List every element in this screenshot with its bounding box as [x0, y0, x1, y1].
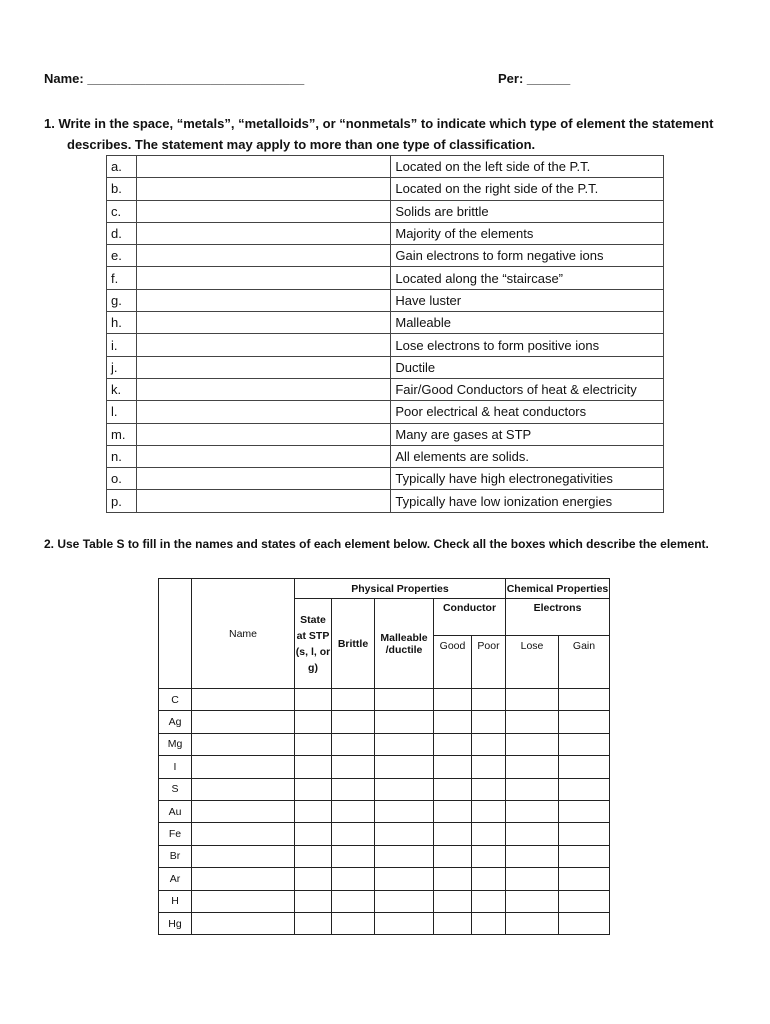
lose-electrons-box[interactable]: [506, 711, 559, 733]
gain-electrons-box[interactable]: [559, 823, 610, 845]
table-row: [159, 912, 610, 934]
name-input[interactable]: [192, 890, 295, 912]
good-conductor-box[interactable]: [434, 800, 472, 822]
element-symbol: Hg: [159, 912, 192, 934]
gain-electrons-box[interactable]: [559, 890, 610, 912]
element-symbol: Br: [159, 845, 192, 867]
state-input[interactable]: [295, 890, 332, 912]
good-conductor-box[interactable]: [434, 711, 472, 733]
lose-electrons-box[interactable]: [506, 756, 559, 778]
statement: All elements are solids.: [391, 445, 664, 467]
answer-blank[interactable]: [136, 178, 390, 200]
row-letter: h.: [107, 312, 137, 334]
row-letter: i.: [107, 334, 137, 356]
lose-header: Lose: [506, 636, 559, 689]
name-input[interactable]: [192, 823, 295, 845]
state-input[interactable]: [295, 868, 332, 890]
malleable-header: Malleable /ductile: [375, 599, 434, 689]
table-row: [159, 823, 610, 845]
row-letter: m.: [107, 423, 137, 445]
good-conductor-box[interactable]: [434, 689, 472, 711]
table-row: [159, 733, 610, 755]
table-row: [107, 445, 664, 467]
poor-conductor-box[interactable]: [472, 845, 506, 867]
answer-blank[interactable]: [136, 156, 390, 178]
period-field[interactable]: Per: ______: [498, 71, 571, 86]
table-row: [159, 778, 610, 800]
answer-blank[interactable]: [136, 289, 390, 311]
brittle-box[interactable]: [332, 912, 375, 934]
table-row: [159, 800, 610, 822]
poor-conductor-box[interactable]: [472, 823, 506, 845]
row-letter: c.: [107, 200, 137, 222]
element-symbol: H: [159, 890, 192, 912]
brittle-box[interactable]: [332, 711, 375, 733]
brittle-box[interactable]: [332, 823, 375, 845]
table-row: [107, 312, 664, 334]
lose-electrons-box[interactable]: [506, 689, 559, 711]
good-conductor-box[interactable]: [434, 845, 472, 867]
state-input[interactable]: [295, 711, 332, 733]
malleable-box[interactable]: [375, 868, 434, 890]
brittle-header: Brittle: [332, 599, 375, 689]
table-row: [107, 468, 664, 490]
good-conductor-box[interactable]: [434, 868, 472, 890]
answer-blank[interactable]: [136, 222, 390, 244]
lose-electrons-box[interactable]: [506, 890, 559, 912]
statement: Located along the “staircase”: [391, 267, 664, 289]
element-symbol: C: [159, 689, 192, 711]
row-letter: o.: [107, 468, 137, 490]
table-row: [107, 334, 664, 356]
statement: Typically have low ionization energies: [391, 490, 664, 512]
gain-electrons-box[interactable]: [559, 733, 610, 755]
answer-blank[interactable]: [136, 356, 390, 378]
malleable-box[interactable]: [375, 912, 434, 934]
element-symbol: S: [159, 778, 192, 800]
good-conductor-box[interactable]: [434, 778, 472, 800]
gain-electrons-box[interactable]: [559, 756, 610, 778]
malleable-box[interactable]: [375, 756, 434, 778]
row-letter: n.: [107, 445, 137, 467]
name-input[interactable]: [192, 845, 295, 867]
good-conductor-box[interactable]: [434, 733, 472, 755]
row-letter: f.: [107, 267, 137, 289]
gain-electrons-box[interactable]: [559, 800, 610, 822]
element-symbol: Fe: [159, 823, 192, 845]
worksheet-header: [44, 71, 734, 91]
table-row: [107, 222, 664, 244]
row-letter: a.: [107, 156, 137, 178]
statement: Poor electrical & heat conductors: [391, 401, 664, 423]
gain-electrons-box[interactable]: [559, 778, 610, 800]
table-row: [107, 200, 664, 222]
gain-electrons-box[interactable]: [559, 689, 610, 711]
state-header: State at STP (s, l, or g): [295, 599, 332, 689]
brittle-box[interactable]: [332, 733, 375, 755]
table-row: [159, 890, 610, 912]
answer-blank[interactable]: [136, 312, 390, 334]
statement: Located on the left side of the P.T.: [391, 156, 664, 178]
table-row: [159, 845, 610, 867]
answer-blank[interactable]: [136, 401, 390, 423]
table-row: [107, 245, 664, 267]
lose-electrons-box[interactable]: [506, 823, 559, 845]
element-properties-table: [158, 578, 610, 935]
poor-conductor-box[interactable]: [472, 711, 506, 733]
row-letter: g.: [107, 289, 137, 311]
table-row: [107, 289, 664, 311]
element-symbol: Au: [159, 800, 192, 822]
statement: Located on the right side of the P.T.: [391, 178, 664, 200]
malleable-box[interactable]: [375, 890, 434, 912]
physical-properties-header: Physical Properties: [295, 579, 506, 599]
answer-blank[interactable]: [136, 267, 390, 289]
table-row: [159, 756, 610, 778]
statement: Gain electrons to form negative ions: [391, 245, 664, 267]
statement: Malleable: [391, 312, 664, 334]
gain-electrons-box[interactable]: [559, 868, 610, 890]
row-letter: p.: [107, 490, 137, 512]
malleable-box[interactable]: [375, 689, 434, 711]
malleable-box[interactable]: [375, 823, 434, 845]
poor-conductor-box[interactable]: [472, 912, 506, 934]
statement: Have luster: [391, 289, 664, 311]
poor-conductor-box[interactable]: [472, 868, 506, 890]
answer-blank[interactable]: [136, 334, 390, 356]
name-input[interactable]: [192, 800, 295, 822]
statement: Ductile: [391, 356, 664, 378]
chemical-properties-header: Chemical Properties: [506, 579, 610, 599]
good-conductor-box[interactable]: [434, 823, 472, 845]
name-input[interactable]: [192, 912, 295, 934]
table-row: [107, 490, 664, 512]
answer-blank[interactable]: [136, 378, 390, 400]
element-symbol: Mg: [159, 733, 192, 755]
state-input[interactable]: [295, 845, 332, 867]
lose-electrons-box[interactable]: [506, 868, 559, 890]
table-row: [159, 868, 610, 890]
element-symbol: Ar: [159, 868, 192, 890]
state-input[interactable]: [295, 912, 332, 934]
poor-conductor-box[interactable]: [472, 689, 506, 711]
brittle-box[interactable]: [332, 845, 375, 867]
name-input[interactable]: [192, 868, 295, 890]
poor-conductor-box[interactable]: [472, 890, 506, 912]
table-row: [107, 156, 664, 178]
question-1-line-2: describes. The statement may apply to more than one type of classification.: [67, 137, 536, 152]
lose-electrons-box[interactable]: [506, 733, 559, 755]
name-input[interactable]: [192, 733, 295, 755]
malleable-box[interactable]: [375, 733, 434, 755]
poor-conductor-box[interactable]: [472, 756, 506, 778]
malleable-box[interactable]: [375, 800, 434, 822]
conductor-header: Conductor: [434, 599, 506, 636]
lose-electrons-box[interactable]: [506, 845, 559, 867]
element-symbol: I: [159, 756, 192, 778]
brittle-box[interactable]: [332, 778, 375, 800]
poor-conductor-box[interactable]: [472, 778, 506, 800]
gain-electrons-box[interactable]: [559, 912, 610, 934]
answer-blank[interactable]: [136, 245, 390, 267]
name-header: Name: [192, 579, 295, 689]
statement: Many are gases at STP: [391, 423, 664, 445]
state-input[interactable]: [295, 689, 332, 711]
name-input[interactable]: [192, 689, 295, 711]
brittle-box[interactable]: [332, 756, 375, 778]
table-row: [107, 401, 664, 423]
answer-blank[interactable]: [136, 490, 390, 512]
statement: Lose electrons to form positive ions: [391, 334, 664, 356]
table-row: [107, 267, 664, 289]
row-letter: d.: [107, 222, 137, 244]
answer-blank[interactable]: [136, 468, 390, 490]
good-conductor-box[interactable]: [434, 756, 472, 778]
lose-electrons-box[interactable]: [506, 800, 559, 822]
good-conductor-box[interactable]: [434, 912, 472, 934]
question-2-prompt: 2. Use Table S to fill in the names and states of each element below. Check all the boxes which describe the element.: [44, 537, 709, 551]
classification-table: [106, 155, 664, 513]
table-row: [159, 711, 610, 733]
malleable-box[interactable]: [375, 778, 434, 800]
state-input[interactable]: [295, 756, 332, 778]
statement: Solids are brittle: [391, 200, 664, 222]
symbol-header-cell: [159, 579, 192, 689]
name-input[interactable]: [192, 778, 295, 800]
table-row: [159, 689, 610, 711]
statement: Typically have high electronegativities: [391, 468, 664, 490]
brittle-box[interactable]: [332, 800, 375, 822]
row-letter: l.: [107, 401, 137, 423]
gain-header: Gain: [559, 636, 610, 689]
name-input[interactable]: [192, 756, 295, 778]
table-row: [107, 356, 664, 378]
table-row: [107, 178, 664, 200]
lose-electrons-box[interactable]: [506, 778, 559, 800]
brittle-box[interactable]: [332, 890, 375, 912]
poor-conductor-box[interactable]: [472, 733, 506, 755]
row-letter: e.: [107, 245, 137, 267]
brittle-box[interactable]: [332, 689, 375, 711]
row-letter: b.: [107, 178, 137, 200]
table-row: [107, 423, 664, 445]
statement: Majority of the elements: [391, 222, 664, 244]
electrons-header: Electrons: [506, 599, 610, 636]
state-input[interactable]: [295, 778, 332, 800]
poor-header: Poor: [472, 636, 506, 689]
question-1-line-1: 1. Write in the space, “metals”, “metalloids”, or “nonmetals” to indicate which type of element the statement: [44, 116, 714, 131]
answer-blank[interactable]: [136, 423, 390, 445]
answer-blank[interactable]: [136, 200, 390, 222]
answer-blank[interactable]: [136, 445, 390, 467]
question-1-prompt: [44, 113, 734, 155]
gain-electrons-box[interactable]: [559, 711, 610, 733]
name-input[interactable]: [192, 711, 295, 733]
lose-electrons-box[interactable]: [506, 912, 559, 934]
good-header: Good: [434, 636, 472, 689]
state-input[interactable]: [295, 800, 332, 822]
row-letter: j.: [107, 356, 137, 378]
malleable-box[interactable]: [375, 845, 434, 867]
element-symbol: Ag: [159, 711, 192, 733]
malleable-box[interactable]: [375, 711, 434, 733]
gain-electrons-box[interactable]: [559, 845, 610, 867]
name-field[interactable]: Name: ______________________________: [44, 71, 305, 86]
poor-conductor-box[interactable]: [472, 800, 506, 822]
good-conductor-box[interactable]: [434, 890, 472, 912]
table-row: [107, 378, 664, 400]
brittle-box[interactable]: [332, 868, 375, 890]
statement: Fair/Good Conductors of heat & electricity: [391, 378, 664, 400]
row-letter: k.: [107, 378, 137, 400]
state-input[interactable]: [295, 823, 332, 845]
state-input[interactable]: [295, 733, 332, 755]
